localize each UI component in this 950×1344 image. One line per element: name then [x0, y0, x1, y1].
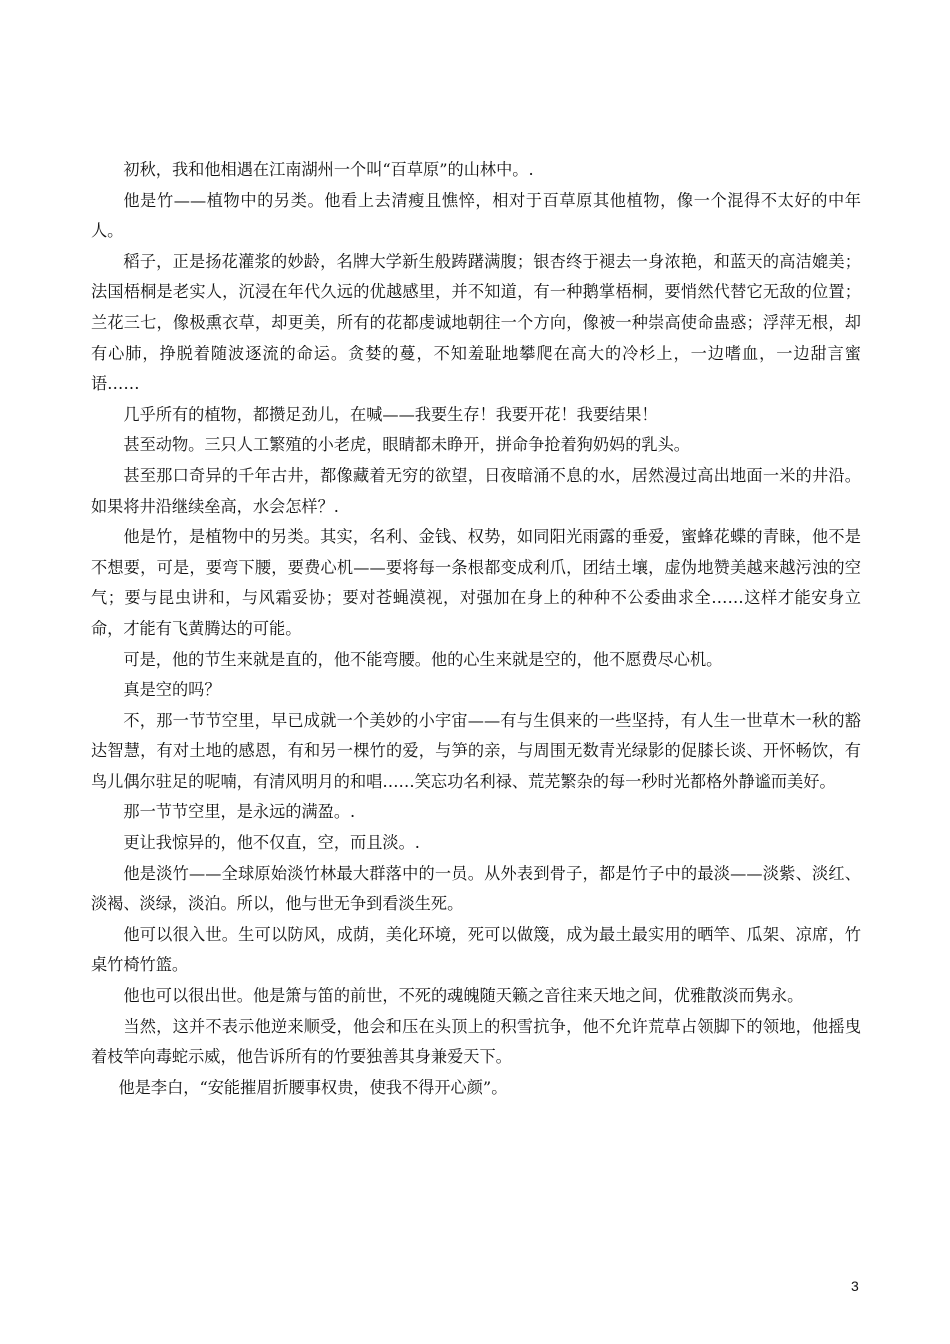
paragraph: 他是淡竹——全球原始淡竹林最大群落中的一员。从外表到骨子，都是竹子中的最淡——淡紫、淡红、淡褐、淡绿，淡泊。所以，他与世无争到看淡生死。	[91, 863, 861, 914]
paragraph: 几乎所有的植物，都攒足劲儿，在喊——我要生存！我要开花！我要结果！	[123, 404, 658, 424]
page-number: 3	[851, 1278, 859, 1294]
paragraph: 那一节节空里，是永远的满盈。.	[123, 802, 356, 822]
paragraph: 不，那一节节空里，早已成就一个美妙的小宇宙——有与生俱来的一些坚持，有人生一世草木一秋的豁达智慧，有对土地的感恩，有和另一棵竹的爱，与笋的亲，与周围无数青光绿影的促膝长谈、开怀畅饮，有鸟儿偶尔驻足的呢喃，有清风明月的和唱……笑忘功名利禄、荒芜繁杂的每一秒时光都格外静谧而美好。	[91, 710, 861, 791]
paragraph: 初秋，我和他相遇在江南湖州一个叫“百草原”的山林中。.	[123, 160, 534, 179]
paragraph: 真是空的吗？	[123, 680, 221, 700]
paragraph: 他是竹，是植物中的另类。其实，名利、金钱、权势，如同阳光雨露的垂爱，蜜蜂花蝶的青睐，他不是不想要，可是，要弯下腰，要费心机——要将每一条根都变成利爪，团结土壤，虚伪地赞美越来越污浊的空气；要与昆虫讲和，与风霜妥协；要对苍蝇漠视，对强加在身上的种种不公委曲求全……这样才能安身立命，才能有飞黄腾达的可能。	[91, 527, 861, 638]
paragraph: 甚至动物。三只人工繁殖的小老虎，眼睛都未睁开，拼命争抢着狗奶妈的乳头。	[123, 435, 690, 455]
paragraph: 可是，他的节生来就是直的，他不能弯腰。他的心生来就是空的，他不愿费尽心机。	[123, 649, 723, 669]
paragraph: 当然，这并不表示他逆来顺受，他会和压在头顶上的积雪抗争，他不允许荒草占领脚下的领地，他摇曳着枝竿向毒蛇示威，他告诉所有的竹要独善其身兼爱天下。	[91, 1016, 861, 1067]
paragraph: 甚至那口奇异的千年古井，都像藏着无穷的欲望，日夜暗涌不息的水，居然漫过高出地面一米的井沿。如果将井沿继续垒高，水会怎样？.	[91, 465, 861, 516]
paragraph: 他是竹——植物中的另类。他看上去清瘦且憔悴，相对于百草原其他植物，像一个混得不太好的中年人。	[91, 190, 861, 241]
paragraph: 他是李白，“安能摧眉折腰事权贵，使我不得开心颜”。	[118, 1077, 508, 1097]
paragraph: 稻子，正是扬花灌浆的妙龄，名牌大学新生般踌躇满腹；银杏终于褪去一身浓艳，和蓝天的高洁媲美；法国梧桐是老实人，沉浸在年代久远的优越感里，并不知道，有一种鹅掌梧桐，要悄然代替它无敌的位置；兰花三七，像极熏衣草，却更美，所有的花都虔诚地朝往一个方向，像被一种崇高使命蛊惑；浮萍无根，却有心肺，挣脱着随波逐流的命运。贪婪的蔓，不知羞耻地攀爬在高大的冷杉上，一边嗜血，一边甜言蜜语……	[91, 251, 861, 394]
paragraph: 他可以很入世。生可以防风，成荫，美化环境，死可以做篾，成为最土最实用的晒竿、瓜架、凉席，竹桌竹椅竹篮。	[91, 924, 861, 975]
paragraph: 更让我惊异的，他不仅直，空，而且淡。.	[123, 833, 420, 853]
document-body	[91, 0, 861, 1103]
paragraph: 他也可以很出世。他是箫与笛的前世，不死的魂魄随天籁之音往来天地之间，优雅散淡而隽永。	[123, 986, 804, 1006]
